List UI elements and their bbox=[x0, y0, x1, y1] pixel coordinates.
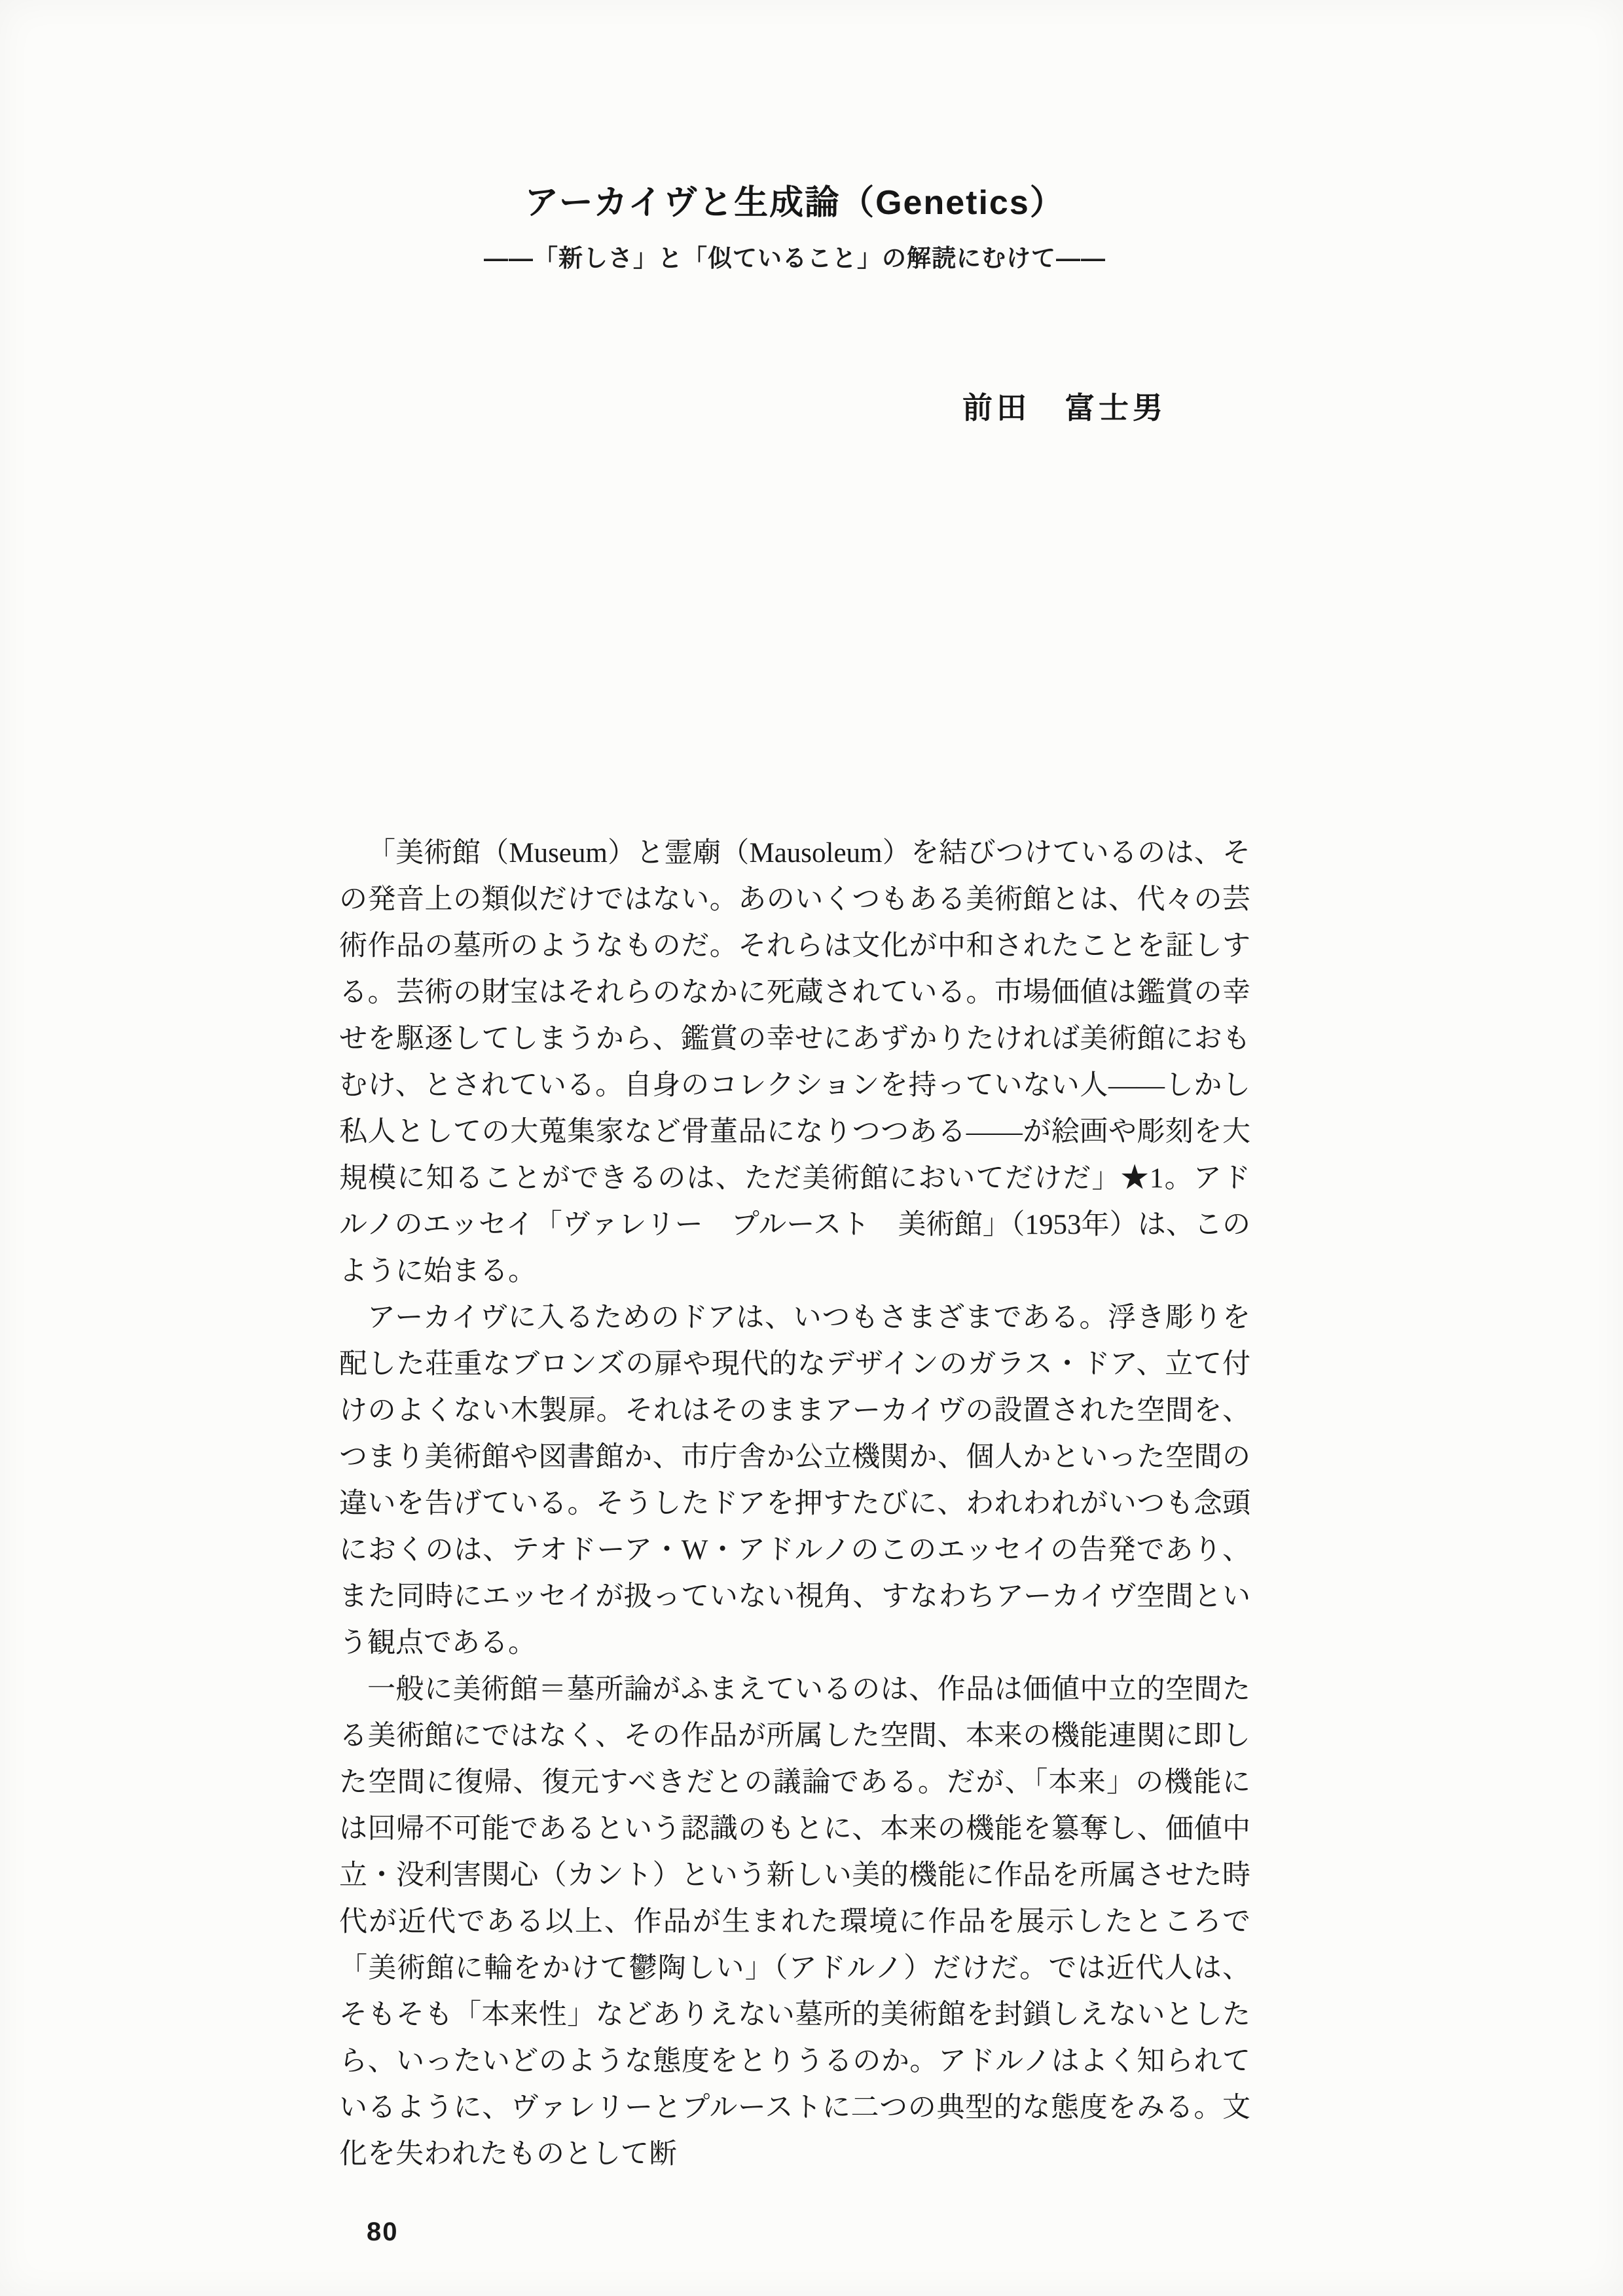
body-paragraph-1: 「美術館（Museum）と霊廟（Mausoleum）を結びつけているのは、その発音上の類似だけではない。あのいくつもある美術館とは、代々の芸術作品の墓所のようなものだ。それらは文化が中和されたことを証しする。芸術の財宝はそれらのなかに死蔵されている。市場価値は鑑賞の幸せを駆逐してしまうから、鑑賞の幸せにあずかりたければ美術館におもむけ、とされている。自身のコレクションを持っていない人——しかし私人としての大蒐集家など骨董品になりつつある——が絵画や彫刻を大規模に知ることができるのは、ただ美術館においてだけだ」★1。アドルノのエッセイ「ヴァレリー プルースト 美術館」（1953年）は、このように始まる。 bbox=[339, 838, 1250, 1287]
paper-body bbox=[339, 830, 1250, 2178]
paper-subtitle: ——「新しさ」と「似ていること」の解読にむけて—— bbox=[484, 245, 1106, 272]
page-number: 80 bbox=[367, 2217, 399, 2246]
paper-title: アーカイヴと生成論（Genetics） bbox=[524, 184, 1065, 222]
body-paragraph-3: 一般に美術館＝墓所論がふまえているのは、作品は価値中立的空間たる美術館にではなく、その作品が所属した空間、本来の機能連関に即した空間に復帰、復元すべきだとの議論である。だが、「本来」の機能には回帰不可能であるという認識のもとに、本来の機能を簒奪し、価値中立・没利害関心（カント）という新しい美的機能に作品を所属させた時代が近代である以上、作品が生まれた環境に作品を展示したところで「美術館に輪をかけて鬱陶しい」（アドルノ）だけだ。では近代人は、そもそも「本来性」などありえない墓所的美術館を封鎖しえないとしたら、いったいどのような態度をとりうるのか。アドルノはよく知られているように、ヴァレリーとプルーストに二つの典型的な態度をみる。文化を失われたものとして断 bbox=[339, 1674, 1250, 2170]
body-paragraph-2: アーカイヴに入るためのドアは、いつもさまざまである。浮き彫りを配した荘重なブロンズの扉や現代的なデザインのガラス・ドア、立て付けのよくない木製扉。それはそのままアーカイヴの設置された空間を、つまり美術館や図書館か、市庁舎か公立機関か、個人かといった空間の違いを告げている。そうしたドアを押すたびに、われわれがいつも念頭におくのは、テオドーア・W・アドルノのこのエッセイの告発であり、また同時にエッセイが扱っていない視角、すなわちアーカイヴ空間という観点である。 bbox=[339, 1302, 1250, 1659]
author-name: 前田 富士男 bbox=[962, 391, 1167, 425]
paper-header bbox=[339, 182, 1250, 427]
